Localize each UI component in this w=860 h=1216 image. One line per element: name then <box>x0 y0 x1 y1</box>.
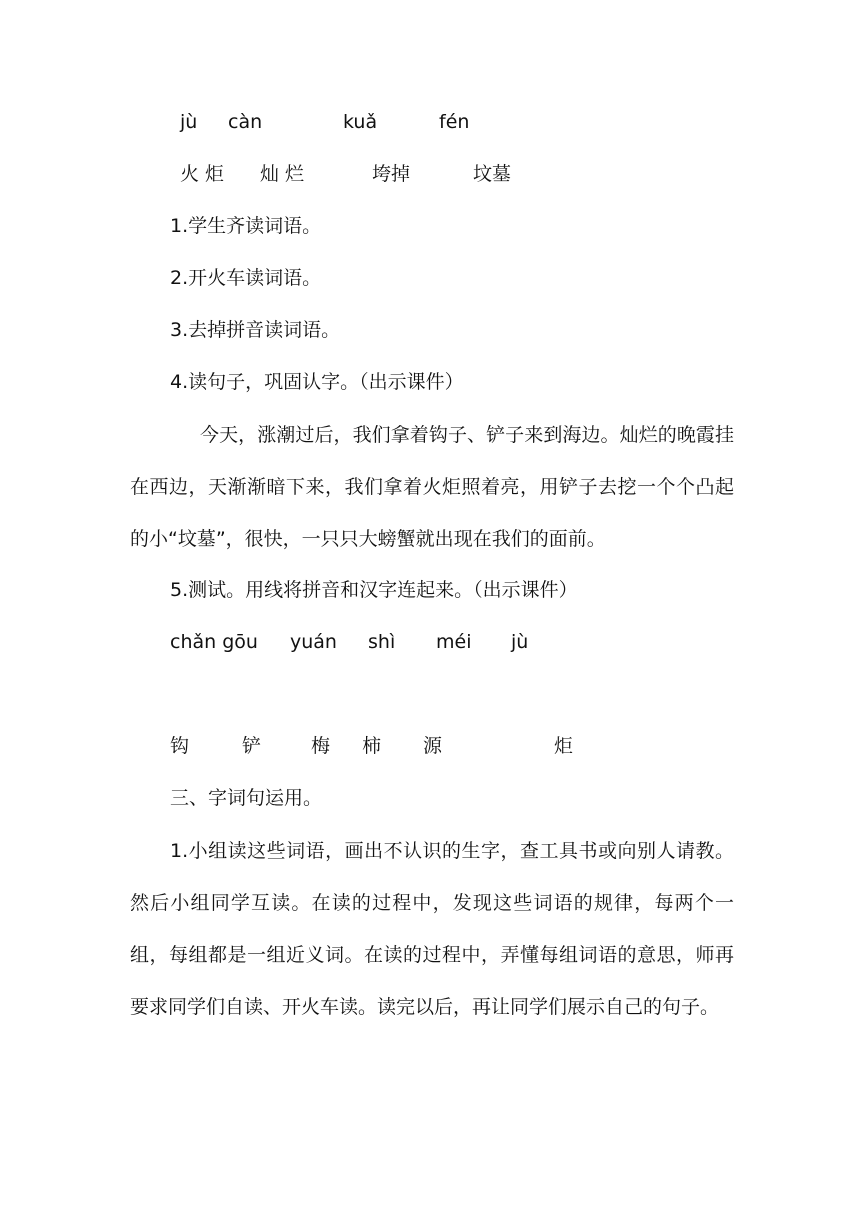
step-text: 4.读句子，巩固认字。（出示课件） <box>170 371 464 393</box>
word-item: 火 炬 <box>180 163 225 185</box>
pinyin-item: chǎn gōu <box>170 631 258 653</box>
section-heading-text: 三、字词句运用。 <box>170 787 323 809</box>
word-item: 灿 烂 <box>260 163 305 185</box>
word-item: 梅 <box>311 735 331 757</box>
step-text: 5.测试。用线将拼音和汉字连起来。（出示课件） <box>170 579 578 601</box>
section-paragraph: 1.小组读这些词语，画出不认识的生字，查工具书或向别人请教。然后小组同学互读。在读的过程中，发现这些词语的规律，每两个一组，每组都是一组近义词。在读的过程中，弄懂每组词语的意思，师再要求同学们自读、开火车读。读完以后，再让同学们展示自己的句子。 <box>130 840 734 1018</box>
word-item: 钩 <box>170 735 190 757</box>
pinyin-item: kuǎ <box>343 111 378 133</box>
pinyin-item: jù <box>180 111 198 133</box>
word-item: 炬 <box>554 735 574 757</box>
word-item: 垮掉 <box>372 163 411 185</box>
pinyin-item: shì <box>368 631 396 653</box>
word-item: 柿 <box>362 735 382 757</box>
step-text: 1.学生齐读词语。 <box>170 215 322 237</box>
pinyin-item: càn <box>228 111 263 133</box>
pinyin-item: yuán <box>290 631 337 653</box>
word-item: 坟墓 <box>473 163 512 185</box>
word-item: 铲 <box>242 735 262 757</box>
pinyin-item: jù <box>511 631 529 653</box>
reading-passage: 今天，涨潮过后，我们拿着钩子、铲子来到海边。灿烂的晚霞挂在西边，天渐渐暗下来，我们拿着火炬照着亮，用铲子去挖一个个凸起的小“坟墓”，很快，一只只大螃蟹就出现在我们的面前。 <box>130 424 734 550</box>
pinyin-item: méi <box>436 631 472 653</box>
word-item: 源 <box>423 735 443 757</box>
pinyin-item: fén <box>439 111 470 133</box>
step-text: 3.去掉拼音读词语。 <box>170 319 341 341</box>
step-text: 2.开火车读词语。 <box>170 267 322 289</box>
